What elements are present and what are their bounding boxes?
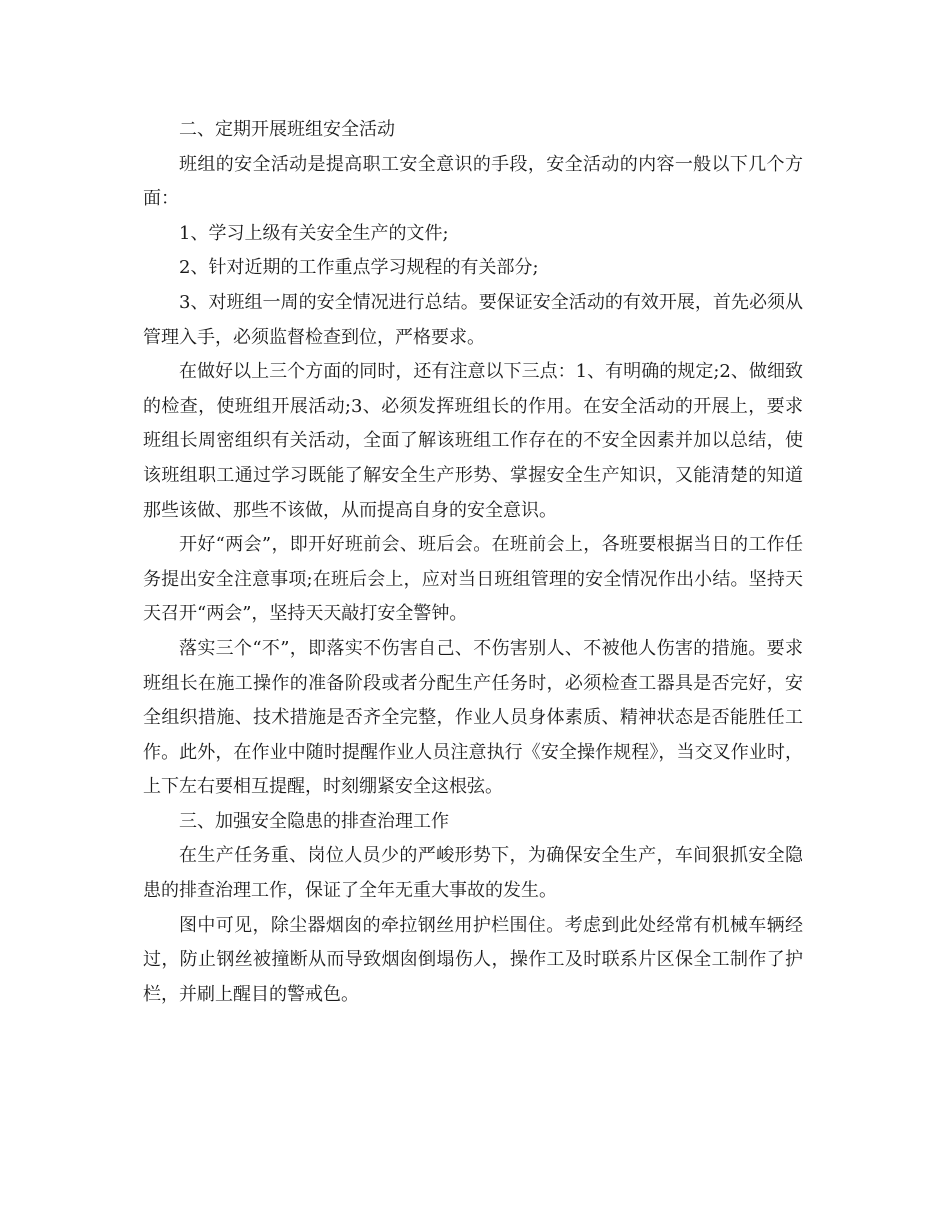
section-heading-2: 二、定期开展班组安全活动 bbox=[179, 119, 395, 140]
section-heading-3: 三、加强安全隐患的排查治理工作 bbox=[179, 810, 449, 832]
document-body bbox=[143, 113, 803, 1012]
paragraph-chimney-guardrail: 图中可见，除尘器烟囱的牵拉钢丝用护栏围住。考虑到此处经常有机械车辆经过，防止钢丝被撞断从而导致烟囱倒塌伤人，操作工及时联系片区保全工制作了护栏，并刷上醒目的警戒色。 bbox=[143, 914, 803, 1005]
paragraph-hazard-check: 在生产任务重、岗位人员少的严峻形势下，为确保安全生产，车间狠抓安全隐患的排查治理工作，保证了全年无重大事故的发生。 bbox=[143, 845, 803, 902]
paragraph-intro: 班组的安全活动是提高职工安全意识的手段，安全活动的内容一般以下几个方面： bbox=[143, 153, 803, 210]
paragraph-three-nos: 落实三个“不”，即落实不伤害自己、不伤害别人、不被他人伤害的措施。要求班组长在施工操作的准备阶段或者分配生产任务时，必须检查工器具是否完好，安全组织措施、技术措施是否齐全完整，作业人员身体素质、精神状态是否能胜任工作。此外，在作业中随时提醒作业人员注意执行《安全操作规程》，当交叉作业时，上下左右要相互提醒，时刻绷紧安全这根弦。 bbox=[143, 637, 803, 798]
list-item-1: 1、学习上级有关安全生产的文件; bbox=[179, 222, 449, 244]
paragraph-two-meetings: 开好“两会”，即开好班前会、班后会。在班前会上，各班要根据当日的工作任务提出安全注意事项;在班后会上，应对当日班组管理的安全情况作出小结。坚持天天召开“两会”，坚持天天敲打安全警钟。 bbox=[143, 534, 803, 625]
list-item-2: 2、针对近期的工作重点学习规程的有关部分; bbox=[179, 257, 539, 279]
list-item-3: 3、对班组一周的安全情况进行总结。要保证安全活动的有效开展，首先必须从管理入手，必须监督检查到位，严格要求。 bbox=[143, 291, 803, 348]
paragraph-three-points: 在做好以上三个方面的同时，还有注意以下三点：1、有明确的规定;2、做细致的检查，使班组开展活动;3、必须发挥班组长的作用。在安全活动的开展上，要求班组长周密组织有关活动，全面了解该班组工作存在的不安全因素并加以总结，使该班组职工通过学习既能了解安全生产形势、掌握安全生产知识，又能清楚的知道那些该做、那些不该做，从而提高自身的安全意识。 bbox=[143, 361, 803, 521]
